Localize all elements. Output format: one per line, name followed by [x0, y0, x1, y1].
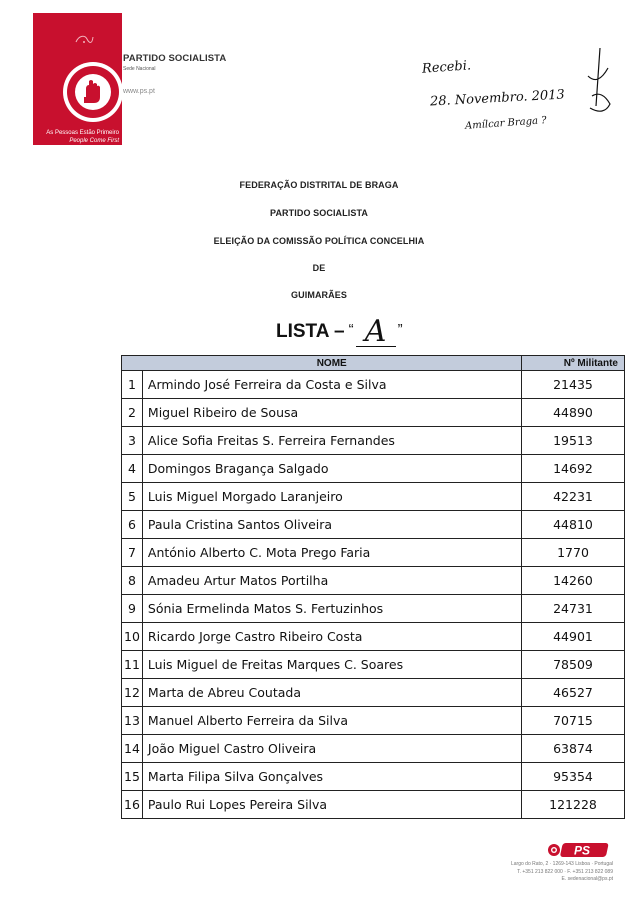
footer-logo-text: PS [573, 843, 591, 858]
heading-election: ELEIÇÃO DA COMISSÃO POLÍTICA CONCELHIA [213, 236, 425, 246]
member-number: 46527 [522, 679, 625, 707]
footer-address-line: E. sedenacional@ps.pt [561, 876, 613, 882]
row-index: 14 [122, 735, 143, 763]
member-name: Luis Miguel Morgado Laranjeiro [142, 483, 521, 511]
slogan [33, 129, 119, 145]
member-name: Domingos Bragança Salgado [142, 455, 521, 483]
table-header-row [122, 356, 625, 371]
footer-address [511, 861, 613, 884]
slogan-pt: As Pessoas Estão Primeiro [46, 130, 119, 136]
list-open-quote: “ [348, 320, 354, 338]
members-table [121, 355, 625, 819]
slogan-en: People Come First [69, 138, 119, 144]
table-row [122, 399, 625, 427]
member-name: Miguel Ribeiro de Sousa [142, 399, 521, 427]
table-row [122, 679, 625, 707]
footer-address-line: T. +351 213 822 000 · F. +351 213 822 089 [517, 868, 613, 875]
member-name: Sónia Ermelinda Matos S. Fertuzinhos [142, 595, 521, 623]
member-number: 95354 [522, 763, 625, 791]
member-number: 14692 [522, 455, 625, 483]
member-number: 44890 [522, 399, 625, 427]
table-row [122, 539, 625, 567]
members-table-body [122, 371, 625, 819]
row-index: 16 [122, 791, 143, 819]
row-index: 12 [122, 679, 143, 707]
member-name: Armindo José Ferreira da Costa e Silva [142, 371, 521, 399]
member-name: Alice Sofia Freitas S. Ferreira Fernandes [142, 427, 521, 455]
member-number: 1770 [522, 539, 625, 567]
letterhead-card [33, 13, 122, 145]
table-row [122, 623, 625, 651]
member-number: 63874 [522, 735, 625, 763]
table-row [122, 455, 625, 483]
member-number: 78509 [522, 651, 625, 679]
heading-federation: FEDERAÇÃO DISTRITAL DE BRAGA [239, 180, 399, 190]
member-name: Manuel Alberto Ferreira da Silva [142, 707, 521, 735]
list-letter: A [358, 315, 394, 349]
member-number: 21435 [522, 371, 625, 399]
table-row [122, 427, 625, 455]
row-index: 13 [122, 707, 143, 735]
handwritten-received: Recebi. [421, 58, 472, 77]
table-row [122, 567, 625, 595]
table-row [122, 483, 625, 511]
list-close-quote: ” [397, 320, 403, 338]
row-index: 2 [122, 399, 143, 427]
fist-doodle-icon [73, 33, 95, 47]
header-name: NOME [142, 356, 521, 371]
heading-de: DE [312, 263, 326, 273]
member-name: Marta Filipa Silva Gonçalves [142, 763, 521, 791]
table-row [122, 735, 625, 763]
ps-footer-logo-icon [548, 842, 610, 858]
handwritten-date: 28. Novembro. 2013 [429, 87, 566, 110]
row-index: 8 [122, 567, 143, 595]
row-index: 10 [122, 623, 143, 651]
member-number: 42231 [522, 483, 625, 511]
table-row [122, 763, 625, 791]
member-name: Ricardo Jorge Castro Ribeiro Costa [142, 623, 521, 651]
heading-municipality: GUIMARÃES [291, 290, 347, 300]
member-number: 19513 [522, 427, 625, 455]
party-subtitle: Sede Nacional [123, 66, 156, 72]
list-label: LISTA – [276, 321, 345, 342]
footer-address-line: Largo do Rato, 2 · 1269-143 Lisboa · Portugal [510, 861, 613, 867]
member-number: 44810 [522, 511, 625, 539]
row-index: 4 [122, 455, 143, 483]
party-website: www.ps.pt [123, 88, 155, 95]
header-member-number: Nº Militante [522, 356, 625, 371]
list-title [276, 314, 403, 350]
member-number: 70715 [522, 707, 625, 735]
party-name: PARTIDO SOCIALISTA [123, 53, 227, 64]
member-name: Amadeu Artur Matos Portilha [142, 567, 521, 595]
table-row [122, 707, 625, 735]
table-row [122, 371, 625, 399]
row-index: 9 [122, 595, 143, 623]
header-index-cell [122, 356, 143, 371]
member-name: Paulo Rui Lopes Pereira Silva [142, 791, 521, 819]
member-number: 24731 [522, 595, 625, 623]
row-index: 3 [122, 427, 143, 455]
member-name: António Alberto C. Mota Prego Faria [142, 539, 521, 567]
member-name: Paula Cristina Santos Oliveira [142, 511, 521, 539]
table-row [122, 595, 625, 623]
member-number: 14260 [522, 567, 625, 595]
member-name: João Miguel Castro Oliveira [142, 735, 521, 763]
table-row [122, 791, 625, 819]
member-name: Luis Miguel de Freitas Marques C. Soares [142, 651, 521, 679]
table-row [122, 511, 625, 539]
member-number: 44901 [522, 623, 625, 651]
row-index: 6 [122, 511, 143, 539]
row-index: 15 [122, 763, 143, 791]
row-index: 5 [122, 483, 143, 511]
signature-icon [578, 46, 618, 121]
row-index: 7 [122, 539, 143, 567]
party-fist-emblem-icon [62, 61, 124, 123]
heading-party: PARTIDO SOCIALISTA [270, 208, 368, 218]
handwritten-name: Amílcar Braga ? [464, 115, 547, 132]
member-number: 121228 [522, 791, 625, 819]
row-index: 1 [122, 371, 143, 399]
row-index: 11 [122, 651, 143, 679]
table-row [122, 651, 625, 679]
member-name: Marta de Abreu Coutada [142, 679, 521, 707]
